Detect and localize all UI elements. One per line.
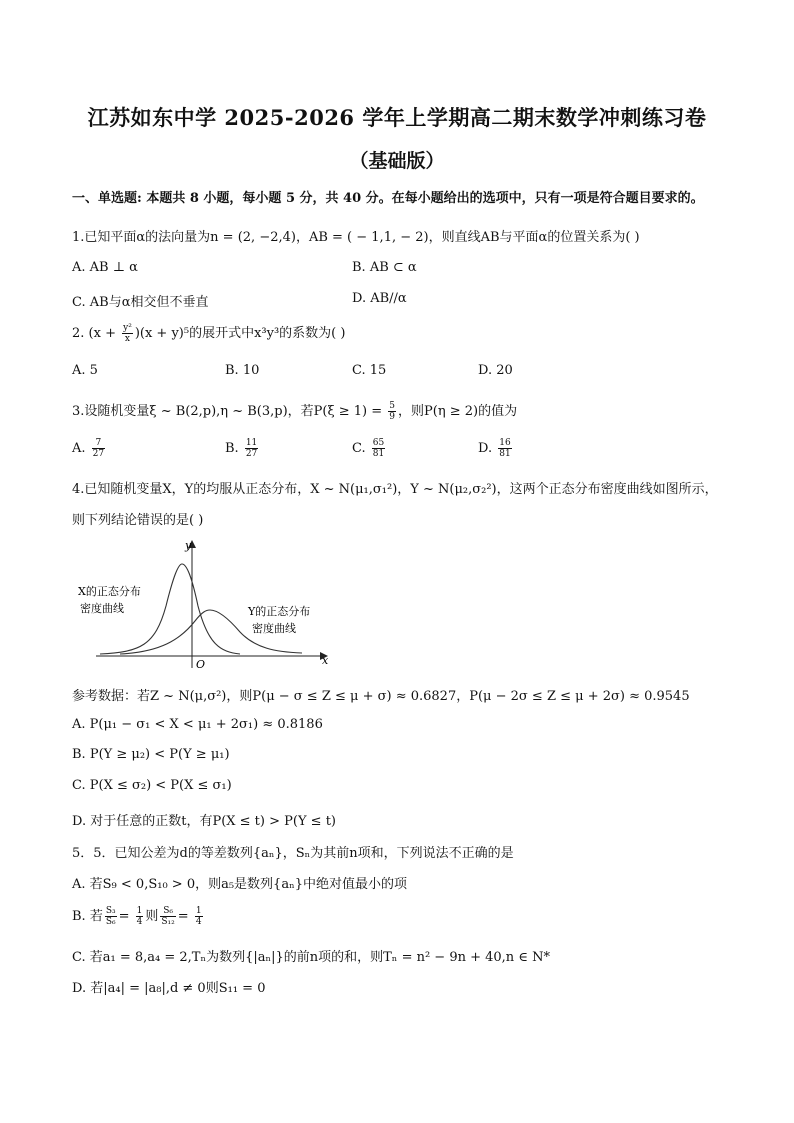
q3-option-d: D. $\frac{16}{81}$ <box>478 438 511 459</box>
origin-label: O <box>196 658 206 671</box>
q1-option-a: A. AB ⊥ α <box>72 260 138 275</box>
y-axis-label: y <box>185 539 192 552</box>
q2-option-a: A. 5 <box>72 363 98 378</box>
q3-option-b: B. $\frac{11}{27}$ <box>225 438 258 459</box>
q1-stem: 1.已知平面α的法向量为n = (2, −2,4)，AB = ( − 1,1, − 2)，则直线AB与平面α的位置关系为( ) <box>72 230 640 245</box>
page-title: 江苏如东中学 2025-2026 学年上学期高二期末数学冲刺练习卷 <box>87 105 707 130</box>
q4-stem-line1: 4.已知随机变量X，Y的均服从正态分布，X ~ N(μ₁,σ₁²)，Y ~ N(μ₂,σ₂²)，这两个正态分布密度曲线如图所示， <box>72 482 718 497</box>
q3-option-a: A. $\frac{7}{27}$ <box>72 438 105 459</box>
q4-option-a: A. P(μ₁ − σ₁ < X < μ₁ + 2σ₁) ≈ 0.8186 <box>72 717 323 732</box>
x-axis-label: x <box>322 654 329 667</box>
q2-option-d: D. 20 <box>478 363 513 378</box>
q4-option-b: B. P(Y ≥ μ₂) < P(Y ≥ μ₁) <box>72 747 230 762</box>
q5-option-c: C. 若a₁ = 8,a₄ = 2,Tₙ为数列{|aₙ|}的前n项的和，则Tₙ = n² − 9n + 40,n ∈ N* <box>72 950 550 965</box>
q4-stem-line2: 则下列结论错误的是( ) <box>72 513 204 528</box>
q5-option-b: B. 若 $\frac{\text{S₃}}{\text{S₆}}$ = $\frac{1}{4}$ 则 $\frac{\text{S₆}}{\text{S₁₂}}$ = $\frac{1}{4}$ <box>72 906 202 927</box>
q5-stem: 5．5．已知公差为d的等差数列{aₙ}，Sₙ为其前n项和，下列说法不正确的是 <box>72 846 514 861</box>
q3-stem: 3.设随机变量ξ ~ B(2,p),η ~ B(3,p)，若P(ξ ≥ 1) = $\frac{5}{9}$ ，则P(η ≥ 2)的值为 <box>72 401 518 422</box>
q4-option-d: D. 对于任意的正数t，有P(X ≤ t) > P(Y ≤ t) <box>72 814 336 829</box>
page-subtitle: （基础版） <box>349 150 445 172</box>
y-curve-label-2: 密度曲线 <box>252 622 296 635</box>
q2-option-c: C. 15 <box>352 363 387 378</box>
y-curve-label-1: Y的正态分布 <box>248 605 311 618</box>
x-curve-label-2: 密度曲线 <box>80 602 124 615</box>
section-heading: 一、单选题: 本题共 8 小题，每小题 5 分，共 40 分。在每小题给出的选项中，只有一项是符合题目要求的。 <box>72 191 704 206</box>
q1-option-c: C. AB与α相交但不垂直 <box>72 295 209 310</box>
q4-option-c: C. P(X ≤ σ₂) < P(X ≤ σ₁) <box>72 778 232 793</box>
normal-distribution-figure <box>70 536 340 672</box>
q2-option-b: B. 10 <box>225 363 260 378</box>
q5-option-d: D. 若|a₄| = |a₈|,d ≠ 0则S₁₁ = 0 <box>72 981 266 996</box>
x-curve-label-1: X的正态分布 <box>78 585 141 598</box>
q1-option-b: B. AB ⊂ α <box>352 260 417 275</box>
q2-stem: 2. (x + $\frac{\text{y²}}{x}$ )(x + y)⁵的展开式中x³y³的系数为( ) <box>72 323 346 344</box>
q1-option-d: D. AB//α <box>352 291 407 306</box>
q4-reference-data: 参考数据：若Z ~ N(μ,σ²)，则P(μ − σ ≤ Z ≤ μ + σ) ≈ 0.6827，P(μ − 2σ ≤ Z ≤ μ + 2σ) ≈ 0.9545 <box>72 689 690 704</box>
q3-option-c: C. $\frac{65}{81}$ <box>352 438 385 459</box>
q2-fraction: $\frac{\text{y²}}{x}$ <box>123 323 132 344</box>
q5-option-a: A. 若S₉ < 0,S₁₀ > 0，则a₅是数列{aₙ}中绝对值最小的项 <box>72 877 407 892</box>
